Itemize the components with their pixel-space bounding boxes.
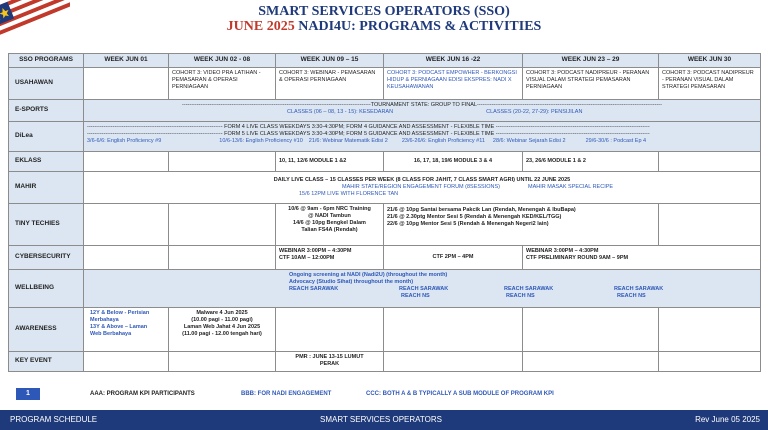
cyber-line: WEBINAR 3:00PM – 4:30PM [526, 248, 599, 254]
key-line: PMR : JUNE 13-15 LUMUT [295, 354, 364, 360]
awareness-line: Malware 4 Jun 2025 [196, 310, 248, 316]
dilea-item: 3/6-6/6: English Proficiency #9 [87, 138, 162, 145]
awareness-line: (11.00 pagi - 12.00 tengah hari) [182, 331, 262, 338]
legend-bbb: BBB: FOR NADI ENGAGEMENT [241, 391, 332, 397]
row-label: WELLBEING [9, 270, 84, 308]
cell [169, 246, 276, 270]
cell [84, 352, 169, 372]
header-cell: SSO PROGRAMS [9, 54, 84, 68]
cell [659, 308, 761, 352]
cell [84, 246, 169, 270]
page-subtitle [0, 19, 768, 35]
cell [276, 246, 384, 270]
cell [84, 122, 761, 152]
cell: 10, 11, 12/6 MODULE 1 &2 [276, 152, 384, 172]
mahir-live: 15/6 12PM LIVE WITH FLORENCE TAN [299, 191, 399, 198]
cell [276, 352, 384, 372]
page-title: SMART SERVICES OPERATORS (SSO) [258, 4, 510, 19]
footer-center: SMART SERVICES OPERATORS [320, 415, 442, 424]
cell [384, 352, 523, 372]
tiny-line: 22/6 @ 10pg Mentor Sesi 5 (Rendah & Menengah Negeri2 lain) [387, 221, 549, 228]
awareness-line: Laman Web Jahat 4 Jun 2025 [183, 324, 261, 331]
dash-line: ------------------------------------------------------------------------------------ [495, 124, 650, 130]
key-line: PERAK [319, 361, 340, 368]
dash-line: -------------------------------------------------------------------------- [87, 131, 223, 138]
wellbeing-advocacy: Advocacy (Studio Sihat) throughout the month) [289, 279, 414, 286]
cell: COHORT 3: VIDEO PRA LATIHAN - PEMASARAN & OPERASI PERNIAGAAN [169, 68, 276, 100]
esports-classes-a: CLASSES (06 – 08, 13 - 15): KESEDARAN [287, 109, 394, 116]
cell [384, 204, 659, 246]
cell [84, 204, 169, 246]
reach-ns: REACH NS [506, 293, 535, 300]
mahir-masak: MAHIR MASAK SPECIAL RECIPE [528, 183, 614, 190]
cell [659, 204, 761, 246]
header-cell: WEEK JUN 30 [659, 54, 761, 68]
cell [169, 352, 276, 372]
awareness-line: 12Y & Below - Perisian [90, 310, 150, 316]
cell [384, 308, 523, 352]
header-cell: WEEK JUN 23 – 29 [523, 54, 659, 68]
row-label: CYBERSECURITY [9, 246, 84, 270]
reach-ns: REACH NS [617, 293, 646, 300]
cell: CTF 2PM – 4PM [384, 246, 523, 270]
row-label: DiLea [9, 122, 84, 152]
awareness-line: Merbahaya [90, 317, 119, 324]
footer-left: PROGRAM SCHEDULE [10, 415, 98, 424]
row-label: TINY TECHIES [9, 204, 84, 246]
legend [8, 388, 760, 401]
row-esports [9, 100, 761, 122]
dilea-item: 28/6: Webinar Sejarah Edisi 2 [492, 138, 566, 145]
tiny-line: Talian FS4A (Rendah) [301, 227, 358, 234]
cyber-line: CTF 10AM – 12:00PM [279, 255, 335, 262]
dash-line: -------------------------------------------------------------------------- [87, 124, 223, 130]
mahir-daily: DAILY LIVE CLASS – 15 CLASSES PER WEEK (8 CLASS FOR JAHIT, 7 CLASS SMART AGRI) UNTIL 22 JUNE 2025 [273, 176, 571, 183]
cell [169, 308, 276, 352]
awareness-line: 13Y & Above – Laman [90, 324, 148, 331]
cell [84, 68, 169, 100]
row-cybersecurity [9, 246, 761, 270]
row-mahir [9, 172, 761, 204]
dilea-form4: FORM 4 LIVE CLASS WEEKDAYS 3:30-4:30PM; FORM 4 GUIDANCE AND ASSESSMENT - FLEXIBLE TIME [224, 124, 495, 130]
legend-aaa: AAA: PROGRAM KPI PARTICIPANTS [90, 391, 195, 397]
header-cell: WEEK JUN 02 - 08 [169, 54, 276, 68]
reach-sarawak: REACH SARAWAK [289, 286, 339, 293]
footer-bar [0, 410, 768, 430]
tiny-line: 14/6 @ 10pg Bengkel Dalam [293, 220, 366, 227]
dilea-item: 10/6-13/6: English Proficiency #10 [219, 138, 303, 145]
reach-sarawak: REACH SARAWAK [399, 286, 449, 293]
cell [84, 152, 169, 172]
row-dilea [9, 122, 761, 152]
row-label: E-SPORTS [9, 100, 84, 122]
cell [84, 270, 761, 308]
cell [84, 172, 761, 204]
dilea-item: 23/6-26/6: English Proficiency #11 [401, 138, 485, 145]
wellbeing-screening: Ongoing screening at NADI (Nadi2U) (throughout the month) [289, 272, 448, 278]
subtitle-rest: NADI4U: PROGRAMS & ACTIVITIES [294, 19, 542, 34]
dash-line: ------------------------------------------------------------------------------------ [495, 131, 650, 138]
row-label: KEY EVENT [9, 352, 84, 372]
row-usahawan [9, 68, 761, 100]
dash-line: ----------------------------------------------------------------------------------------------------- [476, 102, 662, 108]
row-label: AWARENESS [9, 308, 84, 352]
cell: COHORT 3: PODCAST NADIPREUR - PERANAN VISUAL DALAM STRATEGI PEMASARAN PERNIAGAAN [523, 68, 659, 100]
row-label: EKLASS [9, 152, 84, 172]
reach-sarawak: REACH SARAWAK [614, 286, 664, 293]
cell [276, 308, 384, 352]
cell [659, 152, 761, 172]
tiny-line: 21/6 @ 2.30ptg Mentor Sesi 5 (Rendah & Menengah KED/KEL/TGG) [387, 214, 562, 221]
row-wellbeing [9, 270, 761, 308]
row-label: MAHIR [9, 172, 84, 204]
row-eklass [9, 152, 761, 172]
cell [523, 352, 659, 372]
dilea-item: 21/6: Webinar Matematik Edisi 2 [308, 138, 388, 145]
reach-ns: REACH NS [401, 293, 430, 300]
schedule-table [8, 53, 761, 372]
awareness-line: (10.00 pagi - 11.00 pagi) [191, 317, 253, 324]
row-key-event [9, 352, 761, 372]
cell [276, 204, 384, 246]
cell: COHORT 3: WEBINAR - PEMASARAN & OPERASI PERNIAGAAN [276, 68, 384, 100]
dilea-item: 29/6-30/6 : Podcast Ep 4 [585, 138, 647, 145]
cell: 16, 17, 18, 19/6 MODULE 3 & 4 [384, 152, 523, 172]
cell [84, 308, 169, 352]
dash-line: ------------------------------------------------------------------------------------------------------- [182, 102, 371, 108]
cell [523, 308, 659, 352]
cell: COHORT 3: PODCAST NADIPREUR - PERANAN VISUAL DALAM STRATEGI PEMASARAN [659, 68, 761, 100]
tiny-line: 10/6 @ 9am - 6pm NRC Training [288, 206, 371, 212]
header-cell: WEEK JUN 09 – 15 [276, 54, 384, 68]
page-number: 1 [16, 388, 40, 400]
cell [84, 100, 761, 122]
cell [169, 152, 276, 172]
table-header-row [9, 54, 761, 68]
row-awareness [9, 308, 761, 352]
cell: 23, 26/6 MODULE 1 & 2 [523, 152, 659, 172]
cell [169, 204, 276, 246]
mahir-forum: MAHIR STATE/REGION ENGAGEMENT FORUM (8SESSIONS) [342, 183, 500, 190]
cell [523, 246, 761, 270]
header-cell: WEEK JUN 16 -22 [384, 54, 523, 68]
header-cell: WEEK JUN 01 [84, 54, 169, 68]
tiny-line: @ NADI Tambun [308, 213, 351, 220]
awareness-line: Web Berbahaya [90, 331, 132, 338]
tiny-line: 21/6 @ 10pg Santai bersama Pakcik Lan (Rendah, Menengah & IbuBapa) [387, 207, 576, 213]
legend-ccc: CCC: BOTH A & B TYPICALLY A SUB MODULE OF PROGRAM KPI [366, 391, 554, 397]
footer-right: Rev June 05 2025 [695, 415, 760, 424]
subtitle-month: JUNE 2025 [226, 19, 295, 34]
reach-sarawak: REACH SARAWAK [504, 286, 554, 293]
dilea-form5: FORM 5 LIVE CLASS WEEKDAYS 3:30-4:30PM; FORM 5 GUIDANCE AND ASSESSMENT - FLEXIBLE TIME [224, 131, 495, 138]
esports-classes-b: CLASSES (20-22, 27-29): PENSIJILAN [486, 109, 583, 116]
cyber-line: WEBINAR 3:00PM – 4:30PM [279, 248, 352, 254]
cell [659, 352, 761, 372]
row-tiny-techies [9, 204, 761, 246]
esports-tournament: TOURNAMENT STATE: GROUP TO FINAL [370, 102, 477, 108]
row-label: USAHAWAN [9, 68, 84, 100]
cell: COHORT 3: PODCAST EMPOWHER - BERKONGSI HIDUP & PERNIAGAAN EDISI EKSPRES: NADI X KEUSAHAWANAN [384, 68, 523, 100]
cyber-line: CTF PRELIMINARY ROUND 9AM – 9PM [526, 255, 629, 262]
